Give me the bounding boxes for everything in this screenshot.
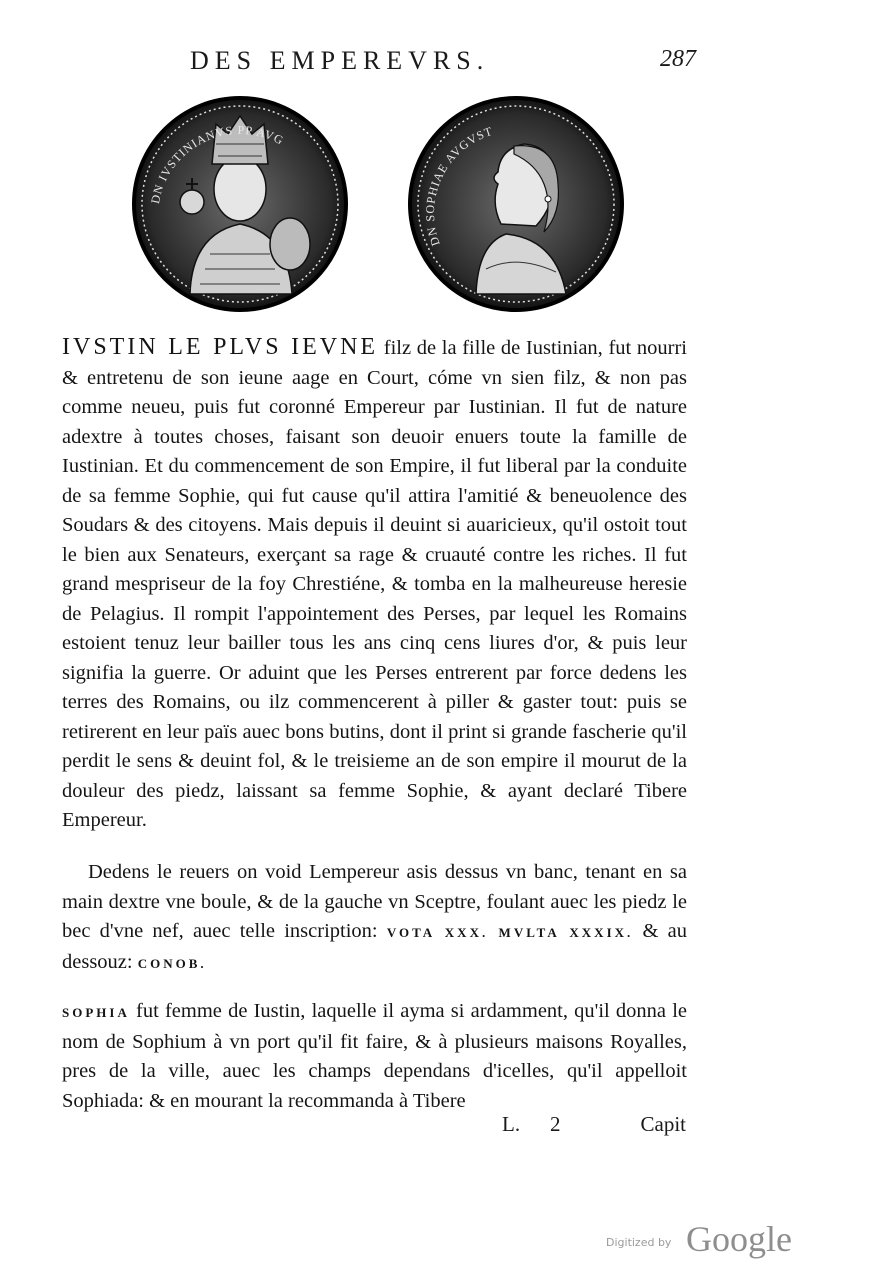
- page-number: 287: [660, 46, 696, 72]
- inscription-vota: VOTA XXX. MVLTA XXXIX.: [386, 925, 634, 940]
- catchword: Capit: [640, 1112, 686, 1136]
- paragraph-reverse-description: [62, 858, 687, 978]
- medal-justin-portrait: [130, 94, 350, 314]
- paragraph-reverse-middle: & au dessouz:: [62, 920, 687, 973]
- medal-left-legend: DN IVSTINIANVS PP AVG: [147, 122, 287, 205]
- paragraph-justin-text: filz de la fille de Iustinian, fut nourri & entretenu de son ieune aage en Court, cóme vn sien filz, & non pas comme neueu, puis fut coronné Empereur par Iustinian. Il fut de nature adextre à toutes choses, faisant son deuoir enuers toute la famille de Iustinian. Et du commencement de son Empire, il fut liberal par la conduite de sa femme Sophie, qui fut cause qu'il attira l'amitié & beneuolence des Soudars & des citoyens. Mais depuis il deuint si auaricieux, qu'il ostoit tout le bien aux Senateurs, exerçant sa rage & cruauté contre les riches. Il fut grand mespriseur de la foy Chrestiéne, & tomba en la malheureuse heresie de Pelagius. Il rompit l'appointement des Perses, par lequel les Romains estoient tenuz leur bailler tous les ans cinq cens liures d'or, & puis leur signifia la guerre. Or aduint que les Perses entrerent par force dedens les terres des Romains, ou ilz commencerent à piller & gaster tout: puis se retirerent en leur païs auec bons butins, dont il print si grande fascherie qu'il perdit le sens & deuint fol, & le treisieme an de son empire il mourut de la douleur des piedz, laissant sa femme Sophie, & ayant declaré Tibere Empereur.: [62, 337, 687, 831]
- paragraph-justin-lead: IVSTIN LE PLVS IEVNE: [62, 334, 379, 360]
- watermark-prefix: Digitized by: [606, 1236, 672, 1249]
- medal-right-legend: DN SOPHIAE AVGVST: [422, 123, 495, 248]
- medal-sophia-image: [406, 94, 626, 314]
- medal-sophia-portrait: [406, 94, 626, 314]
- paragraph-sophia-lead: SOPHIA: [62, 1005, 130, 1020]
- digitized-watermark: [606, 1219, 796, 1262]
- running-title: DES EMPEREVRS.: [190, 46, 490, 75]
- signature-number: 2: [550, 1112, 561, 1136]
- signature-mark: L.: [502, 1112, 521, 1136]
- inscription-conob: CONOB.: [137, 955, 207, 971]
- medal-justin-image: [130, 94, 350, 314]
- medal-illustrations: [120, 88, 600, 328]
- paragraph-justin: [62, 333, 687, 836]
- google-logo: Google: [686, 1219, 792, 1259]
- paragraph-sophia-text: fut femme de Iustin, laquelle il ayma si ardamment, qu'il donna le nom de Sophium à vn port qu'il fit faire, & à plusieurs maisons Royalles, pres de la ville, auec les champs dependans d'icelles, qu'il appelloit Sophiada: & en mourant la recommanda à Tibere: [62, 1000, 687, 1112]
- paragraph-sophia: [62, 997, 687, 1116]
- paragraph-reverse-text: Dedens le reuers on void Lempereur asis dessus vn banc, tenant en sa main dextre vne boule, & de la gauche vn Sceptre, foulant auec les piedz le bec d'vne nef, auec telle inscription:: [62, 861, 687, 942]
